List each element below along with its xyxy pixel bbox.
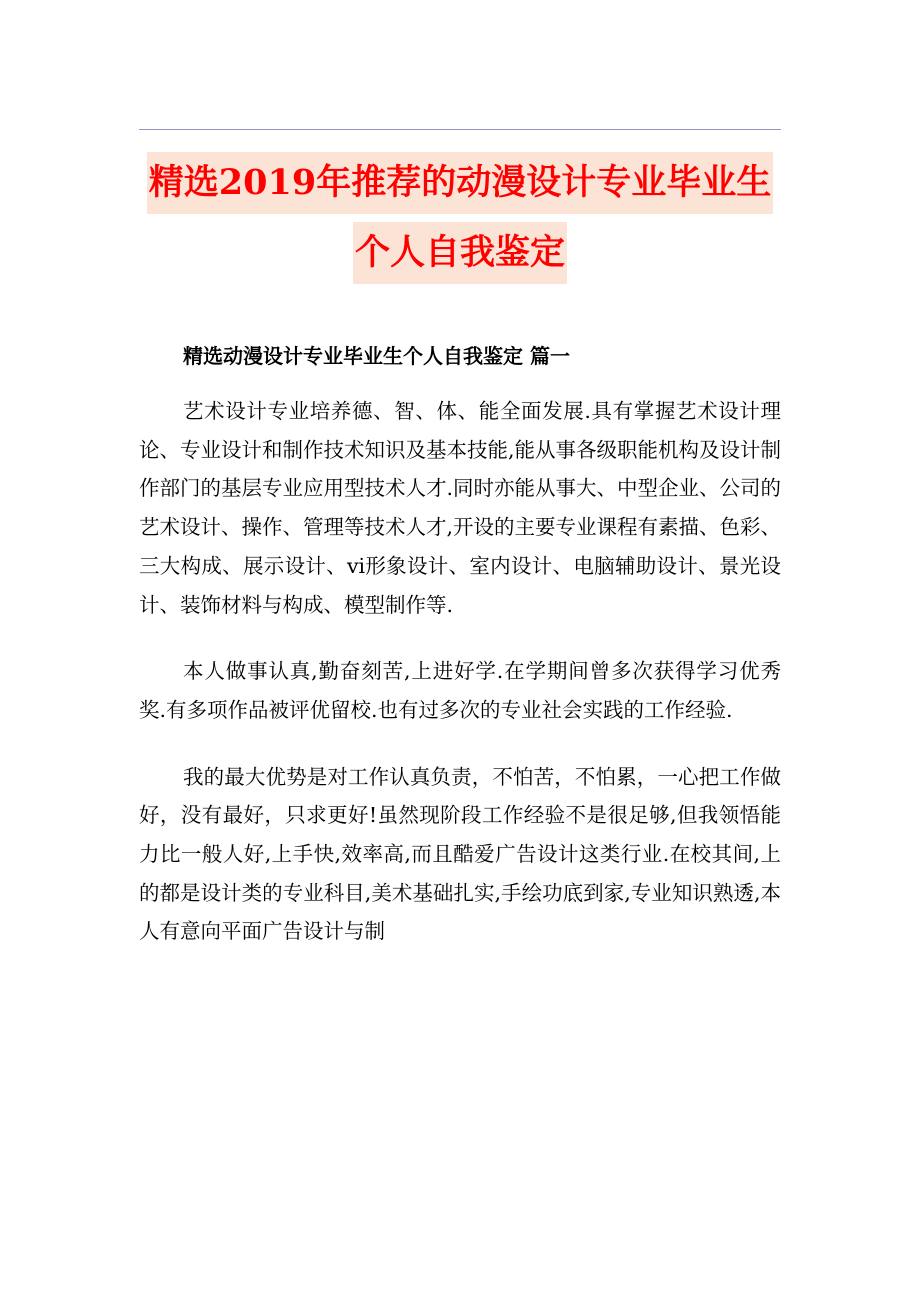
document-body (139, 336, 781, 979)
paragraph-3: 我的最大优势是对工作认真负责，不怕苦，不怕累，一心把工作做好，没有最好，只求更好!虽然现阶段工作经验不是很足够,但我领悟能力比一般人好,上手快,效率高,而且酷爱广告设计这类行业.在校其间,上的都是设计类的专业科目,美术基础扎实,手绘功底到家,专业知识熟透,本人有意向平面广告设计与制 (139, 764, 781, 944)
paragraph-2: 本人做事认真,勤奋刻苦,上进好学.在学期间曾多次获得学习优秀奖.有多项作品被评优留校.也有过多次的专业社会实践的工作经验. (139, 659, 781, 722)
section-heading: 精选动漫设计专业毕业生个人自我鉴定 篇一 (183, 344, 570, 368)
paragraph-1: 艺术设计专业培养德、智、体、能全面发展.具有掌握艺术设计理论、专业设计和制作技术知识及基本技能,能从事各级职能机构及设计制作部门的基层专业应用型技术人才.同时亦能从事大、中型企业、公司的艺术设计、操作、管理等技术人才,开设的主要专业课程有素描、色彩、三大构成、展示设计、vi形象设计、室内设计、电脑辅助设计、景光设计、装饰材料与构成、模型制作等. (139, 399, 782, 617)
title-line-1: 精选2019年推荐的动漫设计专业毕业生 (147, 152, 773, 214)
header-rule (139, 129, 781, 130)
document-title (0, 152, 920, 284)
title-line-2: 个人自我鉴定 (353, 222, 567, 284)
